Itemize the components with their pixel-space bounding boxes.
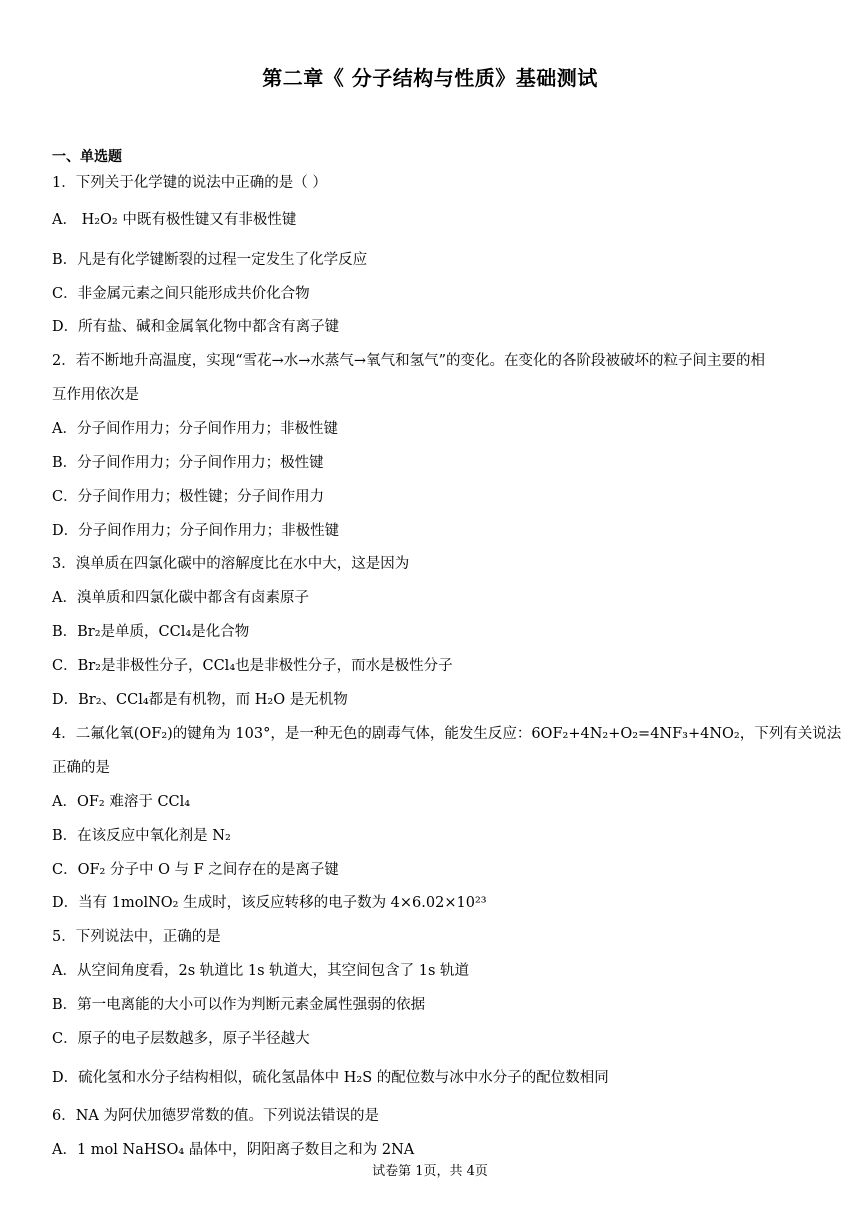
question-2-stem-line-1: 2．若不断地升高温度，实现“雪花→水→水蒸气→氧气和氢气”的变化。在变化的各阶段被破坏的粒子间主要的相 — [52, 353, 765, 369]
question-3-option-c: C．Br₂是非极性分子，CCl₄也是非极性分子，而水是极性分子 — [52, 658, 453, 674]
question-3-stem: 3．溴单质在四氯化碳中的溶解度比在水中大，这是因为 — [52, 556, 410, 572]
question-6-stem: 6．NA 为阿伏加德罗常数的值。下列说法错误的是 — [52, 1108, 379, 1124]
question-1-option-a: A． H₂O₂ 中既有极性键又有非极性键 — [52, 212, 297, 228]
question-1-stem: 1．下列关于化学键的说法中正确的是（ ） — [52, 175, 327, 191]
question-4-option-a: A．OF₂ 难溶于 CCl₄ — [52, 794, 191, 810]
question-2-stem-line-2: 互作用依次是 — [52, 387, 139, 403]
question-4-stem-line-2: 正确的是 — [52, 760, 110, 776]
question-3-option-d: D．Br₂、CCl₄都是有机物，而 H₂O 是无机物 — [52, 692, 348, 708]
question-5-option-c: C．原子的电子层数越多，原子半径越大 — [52, 1031, 310, 1047]
question-4-option-b: B．在该反应中氧化剂是 N₂ — [52, 828, 231, 844]
question-2-option-b: B．分子间作用力；分子间作用力；极性键 — [52, 455, 324, 471]
question-1-option-c: C．非金属元素之间只能形成共价化合物 — [52, 286, 310, 302]
section-heading: 一、单选题 — [52, 149, 122, 165]
question-4-stem-line-1: 4．二氟化氧(OF₂)的键角为 103°，是一种无色的剧毒气体，能发生反应：6OF₂+4N₂+O₂=4NF₃+4NO₂，下列有关说法 — [52, 726, 842, 742]
page-title: 第二章《 分子结构与性质》基础测试 — [262, 66, 598, 90]
question-3-option-b: B．Br₂是单质，CCl₄是化合物 — [52, 624, 250, 640]
question-6-option-a: A．1 mol NaHSO₄ 晶体中，阴阳离子数目之和为 2NA — [52, 1142, 415, 1158]
page-footer: 试卷第 1页，共 4页 — [372, 1164, 488, 1179]
question-2-option-d: D．分子间作用力；分子间作用力；非极性键 — [52, 523, 340, 539]
question-4-option-c: C．OF₂ 分子中 O 与 F 之间存在的是离子键 — [52, 862, 339, 878]
question-3-option-a: A．溴单质和四氯化碳中都含有卤素原子 — [52, 590, 309, 606]
question-1-option-d: D．所有盐、碱和金属氧化物中都含有离子键 — [52, 319, 340, 335]
question-2-option-c: C．分子间作用力；极性键；分子间作用力 — [52, 489, 325, 505]
question-5-option-b: B．第一电离能的大小可以作为判断元素金属性强弱的依据 — [52, 997, 426, 1013]
question-4-option-d: D．当有 1molNO₂ 生成时，该反应转移的电子数为 4×6.02×10²³ — [52, 895, 487, 911]
question-5-option-a: A．从空间角度看，2s 轨道比 1s 轨道大，其空间包含了 1s 轨道 — [52, 963, 470, 979]
question-5-stem: 5．下列说法中，正确的是 — [52, 929, 221, 945]
question-2-option-a: A．分子间作用力；分子间作用力；非极性键 — [52, 421, 338, 437]
question-1-option-b: B．凡是有化学键断裂的过程一定发生了化学反应 — [52, 252, 368, 268]
question-5-option-d: D．硫化氢和水分子结构相似，硫化氢晶体中 H₂S 的配位数与冰中水分子的配位数相同 — [52, 1070, 609, 1086]
